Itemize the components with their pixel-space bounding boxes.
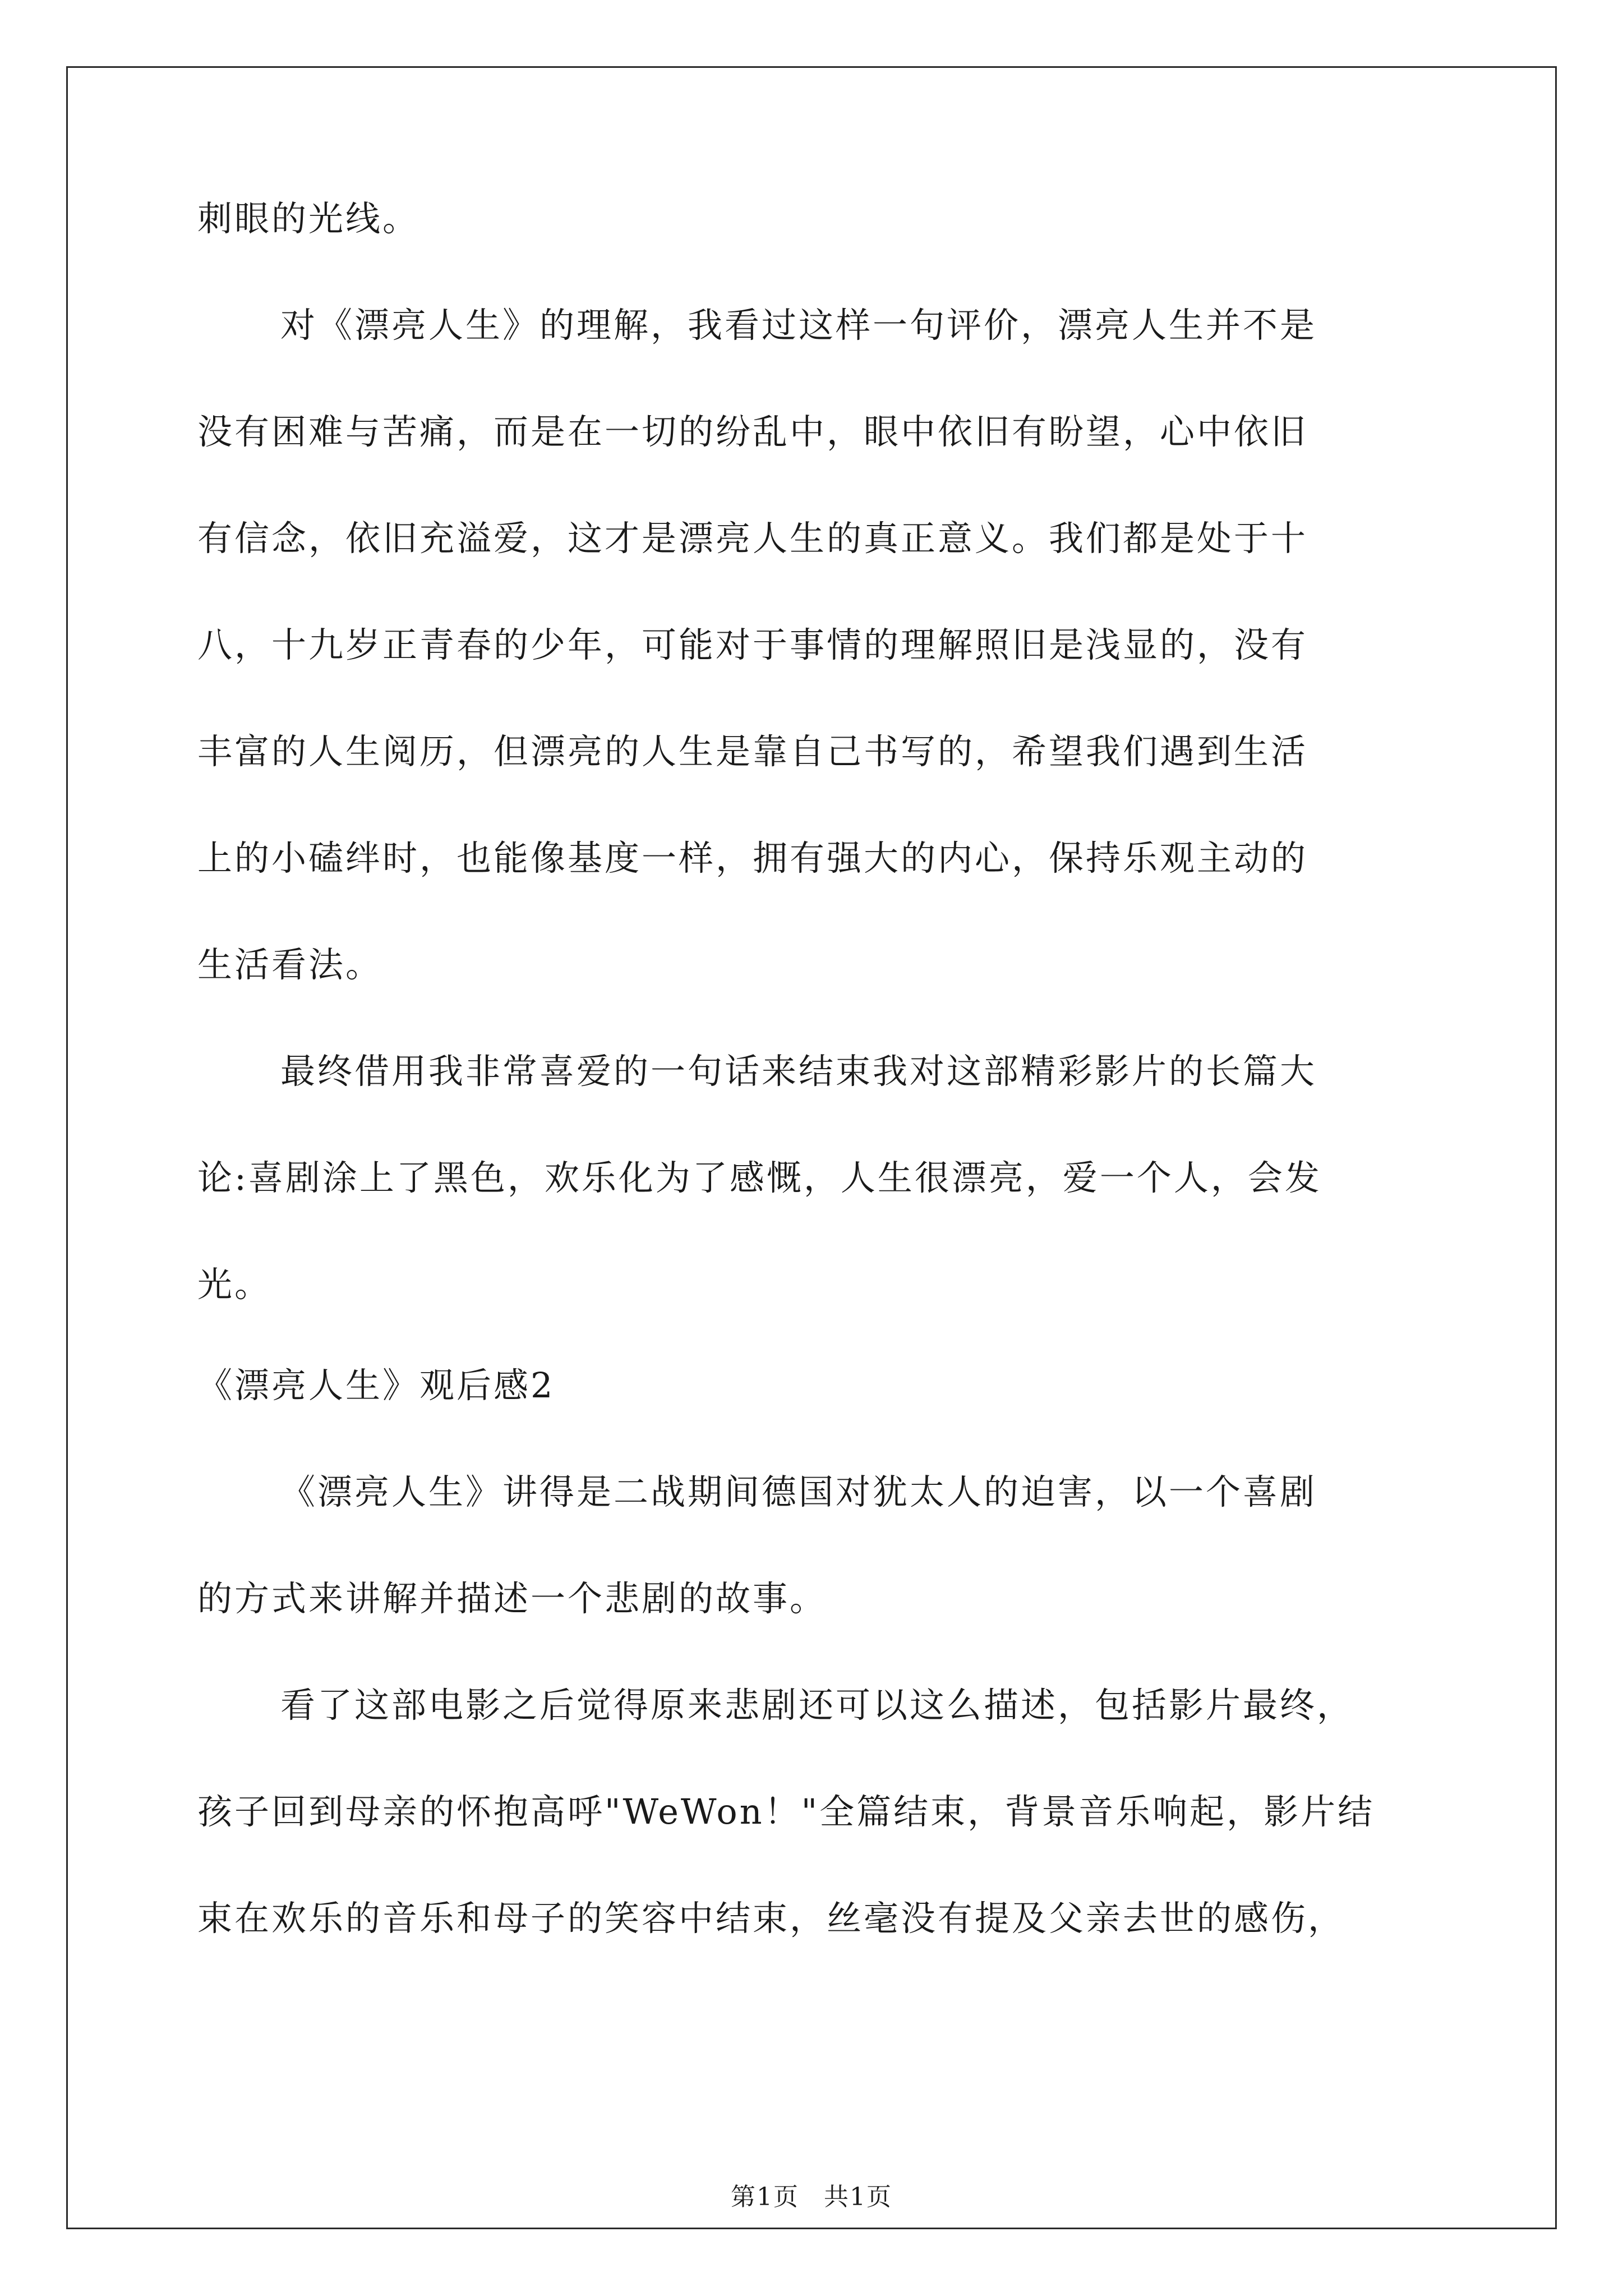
- page-number: 第1页: [731, 2183, 799, 2211]
- text-line: 论:喜剧涂上了黑色，欢乐化为了感慨，人生很漂亮，爱一个人，会发: [197, 1157, 1322, 1198]
- section-heading: 《漂亮人生》观后感2: [197, 1365, 555, 1406]
- text-line: 生活看法。: [197, 944, 383, 985]
- text-line: 八，十九岁正青春的少年，可能对于事情的理解照旧是浅显的，没有: [197, 624, 1308, 665]
- paragraph-start-line: 《漂亮人生》讲得是二战期间德国对犹太人的迫害，以一个喜剧: [280, 1471, 1317, 1512]
- paragraph-start-line: 看了这部电影之后觉得原来悲剧还可以这么描述，包括影片最终，: [280, 1685, 1354, 1726]
- text-line: 刺眼的光线。: [197, 198, 420, 239]
- text-line: 的方式来讲解并描述一个悲剧的故事。: [197, 1578, 827, 1619]
- text-line: 束在欢乐的音乐和母子的笑容中结束，丝毫没有提及父亲去世的感伤，: [197, 1898, 1345, 1939]
- text-line: 孩子回到母亲的怀抱高呼"WeWon！"全篇结束，背景音乐响起，影片结: [197, 1791, 1375, 1832]
- text-line: 上的小磕绊时，也能像基度一样，拥有强大的内心，保持乐观主动的: [197, 838, 1308, 878]
- total-pages: 共1页: [824, 2183, 892, 2211]
- page-footer: [0, 2177, 1623, 2212]
- text-line: 没有困难与苦痛，而是在一切的纷乱中，眼中依旧有盼望，心中依旧: [197, 411, 1308, 452]
- text-line: 有信念，依旧充溢爱，这才是漂亮人生的真正意义。我们都是处于十: [197, 518, 1308, 559]
- text-line: 丰富的人生阅历，但漂亮的人生是靠自己书写的，希望我们遇到生活: [197, 731, 1308, 772]
- paragraph-start-line: 对《漂亮人生》的理解，我看过这样一句评价，漂亮人生并不是: [280, 305, 1317, 346]
- text-line: 光。: [197, 1264, 272, 1305]
- paragraph-start-line: 最终借用我非常喜爱的一句话来结束我对这部精彩影片的长篇大: [280, 1051, 1317, 1092]
